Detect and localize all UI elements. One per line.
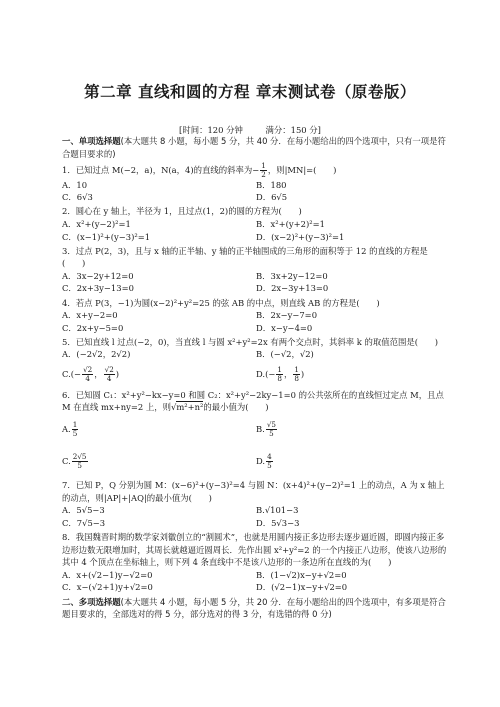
option-c: C．2x+y−5=0 [62, 322, 124, 333]
option-b: B．(−√2，√2) [256, 349, 314, 360]
option-c: C．x−(√2+1)y+√2=0 [62, 582, 153, 593]
question-5 [62, 336, 450, 387]
option-a: A．10 [62, 179, 88, 190]
section-multi-choice [62, 596, 450, 621]
section-desc: (本大题共 8 小题，每小题 5 分，共 40 分．在每小题给出的四个选项中，只有一项是符合题目要求的) [62, 136, 446, 159]
option-c: C．(x−1)²+(y−3)²=1 [62, 231, 151, 242]
question-3 [62, 245, 450, 295]
option-b: B.√101−3 [256, 505, 299, 516]
option-d: D. $\frac{4}{5}$ [256, 452, 272, 471]
question-stem: 2．圆心在 y 轴上，半径为 1，且过点(1，2)的圆的方程为( ) [62, 206, 302, 217]
question-stem: 5．已知直线 l 过点(−2，0)，当直线 l 与圆 x²+y²=2x 有两个交点时，其斜率 k 的取值范围是( ) [62, 336, 439, 347]
option-b: B. $\frac{√5}{5}$ [256, 420, 276, 439]
section-heading: 一、单项选择题 [62, 136, 121, 146]
full-score: 满分：150 分] [265, 125, 321, 135]
question-stem: 8．我国魏晋时期的数学家刘徽创立的“割圆术”，也就是用圆内接正多边形去逐步逼近圆，即圆内接正多边形边数无限增加时，其周长就越逼近圆周长．先作出圆 x²+y²=2 的一个内接正八边形，使该八边形的其中 4 个顶点在坐标轴上，则下列 4 条直线中不是该八边形的一条边所在直线的为( ) [62, 532, 447, 568]
question-6 [62, 389, 450, 478]
question-4 [62, 297, 450, 335]
section-single-choice [62, 135, 450, 160]
option-d: D．6√5 [256, 192, 288, 203]
option-a: A．(−2√2，2√2) [62, 349, 131, 360]
question-stem: 7．已知 P，Q 分别为圆 M：(x−6)²+(y−3)²=4 与圆 N：(x+4)²+(y−2)²=1 上的动点，A 为 x 轴上的动点，则|AP|+|AQ|的最小值为( ) [62, 480, 445, 503]
option-a: A．x+y−2=0 [62, 310, 118, 321]
option-d: D．(x−2)²+(y−3)²=1 [256, 231, 345, 242]
question-stem: 3．过点 P(2，3)，且与 x 轴的正半轴、y 轴的正半轴围成的三角形的面积等于 12 的直线的方程是( ) [62, 245, 428, 269]
option-b: B．3x+2y−12=0 [256, 270, 328, 281]
option-a: A．x²+(y−2)²=1 [62, 218, 131, 229]
section-desc: (本大题共 4 小题，每小题 5 分，共 20 分．在每小题给出的四个选项中，有多项是符合题目要求的，全部选对的得 5 分，部分选对的得 3 分，有选错的得 0 分) [62, 596, 446, 620]
question-stem: 6．已知圆 C₁：x²+y²−kx−y=0 和圆 C₂：x²+y²−2ky−1=0 的公共弦所在的直线恒过定点 M，且点 M 在直线 mx+ny=2 上，则√m²+n²的最小值为( ) [62, 389, 444, 413]
option-b: B．2x−y−7=0 [256, 310, 318, 321]
option-c: C. $\frac{2√5}{5}$ [62, 452, 87, 471]
option-c: C．7√5−3 [62, 517, 106, 528]
option-a: A．5√5−3 [62, 505, 105, 516]
option-c: C．6√3 [62, 192, 93, 203]
question-stem: 4．若点 P(3，−1)为圆(x−2)²+y²=25 的弦 AB 的中点，则直线 AB 的方程是( ) [62, 297, 380, 308]
option-d: D．(√2−1)x−y+√2=0 [256, 582, 348, 593]
option-d: D．x−y−4=0 [256, 322, 313, 333]
question-2 [62, 205, 450, 243]
option-d: D．5√3−3 [256, 517, 300, 528]
option-a: A．3x−2y+12=0 [62, 270, 134, 281]
section-heading: 二、多项选择题 [62, 596, 121, 607]
time-limit: [时间：120 分钟 [179, 125, 243, 135]
option-a: A. $\frac{1}{5}$ [62, 420, 78, 439]
option-d: D.(− $\frac{1}{8}$ ， $\frac{1}{8}$ ) [256, 364, 305, 383]
page-title: 第二章 直线和圆的方程 章末测试卷（原卷版） [84, 83, 416, 101]
option-b: B．(1−√2)x−y+√2=0 [256, 569, 347, 580]
question-8 [62, 531, 450, 594]
question-1 [62, 162, 450, 204]
option-c: C.(− $\frac{√2}{4}$ ， $\frac{√2}{4}$ ) [62, 364, 120, 383]
question-7 [62, 479, 450, 529]
question-body [62, 135, 450, 621]
option-d: D．2x−3y+13=0 [256, 283, 329, 294]
option-b: B．x²+(y+2)²=1 [256, 218, 325, 229]
option-a: A．x+(√2−1)y−√2=0 [62, 569, 153, 580]
question-stem: 1．已知过点 M(−2，a)，N(a，4)的直线的斜率为− $\frac{1}{2}$ ，则|MN|=( ) [62, 160, 337, 179]
option-c: C．2x+3y−13=0 [62, 283, 134, 294]
option-b: B．180 [256, 179, 287, 190]
